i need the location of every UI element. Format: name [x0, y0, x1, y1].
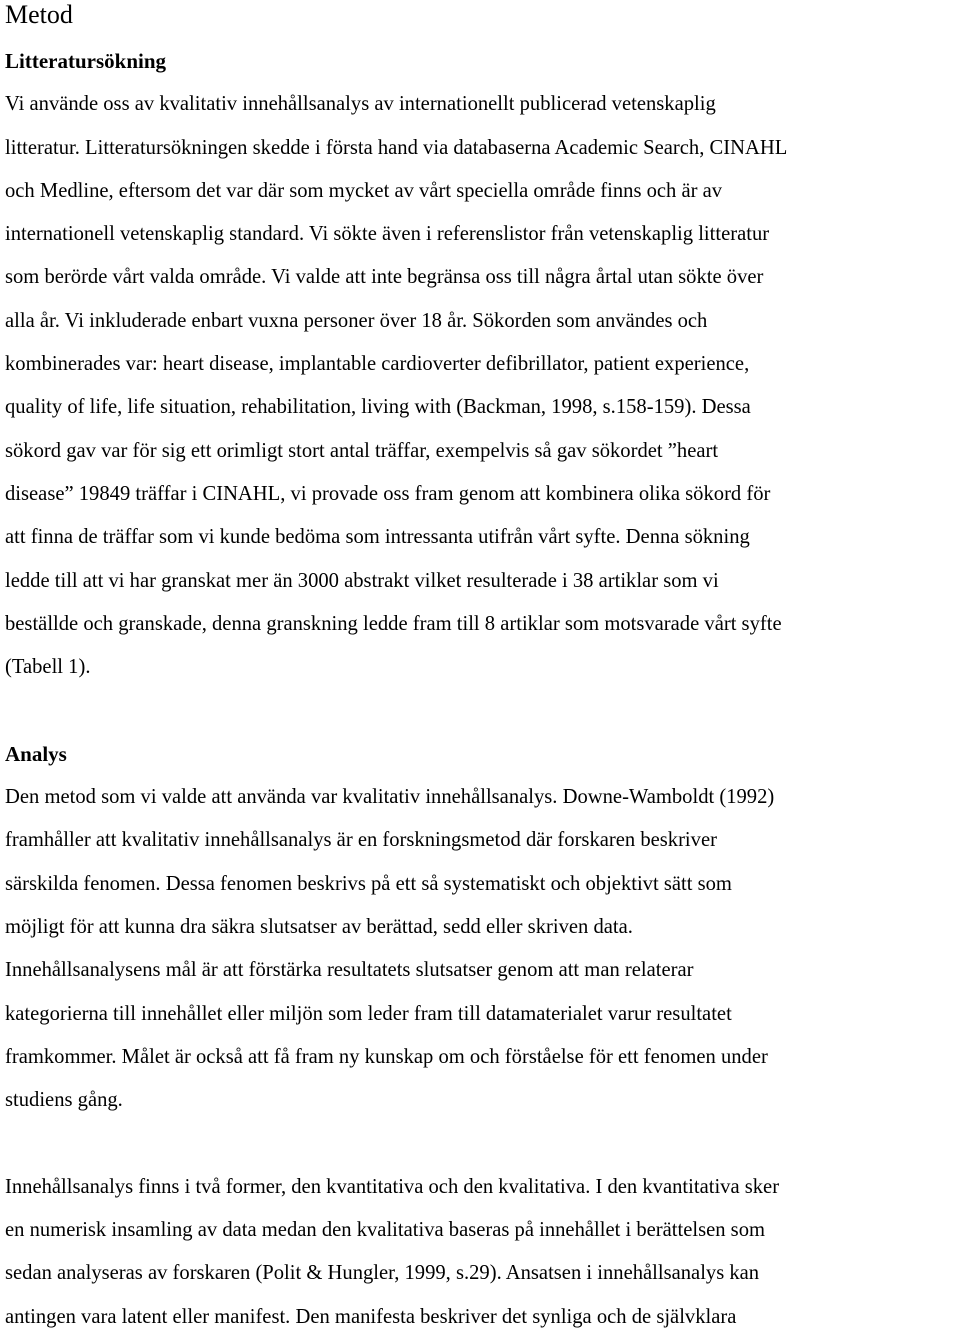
paragraph — [5, 776, 957, 1122]
text-line: Den metod som vi valde att använda var kvalitativ innehållsanalys. Downe-Wamboldt (1992) — [5, 786, 775, 809]
paragraph-spacer — [5, 1122, 957, 1165]
text-line: kombinerades var: heart disease, implantable cardioverter defibrillator, patient experience, — [5, 353, 750, 376]
document-page — [5, 0, 957, 1339]
text-line: alla år. Vi inkluderade enbart vuxna personer över 18 år. Sökorden som användes och — [5, 309, 708, 332]
section-analys — [5, 733, 957, 1339]
text-line: disease” 19849 träffar i CINAHL, vi provade oss fram genom att kombinera olika sökord för — [5, 482, 771, 505]
text-line: beställde och granskade, denna granskning ledde fram till 8 artiklar som motsvarade vårt syfte — [5, 612, 782, 635]
text-line: möjligt för att kunna dra säkra slutsatser av berättad, sedd eller skriven data. — [5, 915, 633, 938]
text-line: Vi använde oss av kvalitativ innehållsanalys av internationellt publicerad vetenskaplig — [5, 93, 716, 116]
text-line: kategorierna till innehållet eller miljön som leder fram till datamaterialet varur resultatet — [5, 1002, 732, 1025]
chapter-title: Metod — [5, 0, 73, 29]
text-line: studiens gång. — [5, 1089, 123, 1112]
text-line: ledde till att vi har granskat mer än 3000 abstrakt vilket resulterade i 38 artiklar som vi — [5, 569, 719, 592]
section-heading: Litteratursökning — [5, 49, 167, 73]
text-line: quality of life, life situation, rehabilitation, living with (Backman, 1998, s.158-159). Dessa — [5, 396, 751, 419]
text-line: framhåller att kvalitativ innehållsanalys är en forskningsmetod där forskaren beskriver — [5, 829, 717, 852]
text-line: litteratur. Litteratursökningen skedde i första hand via databaserna Academic Search, CINAHL — [5, 136, 788, 159]
text-line: som berörde vårt valda område. Vi valde att inte begränsa oss till några årtal utan sökte över — [5, 266, 764, 289]
text-line: framkommer. Målet är också att få fram ny kunskap om och förståelse för ett fenomen under — [5, 1045, 768, 1068]
text-line: att finna de träffar som vi kunde bedöma som intressanta utifrån vårt syfte. Denna sökning — [5, 526, 750, 549]
text-line: sedan analyseras av forskaren (Polit & Hungler, 1999, s.29). Ansatsen i innehållsanalys kan — [5, 1262, 760, 1285]
section-heading: Analys — [5, 741, 67, 766]
text-line: en numerisk insamling av data medan den kvalitativa baseras på innehållet i berättelsen som — [5, 1219, 766, 1242]
text-line: sökord gav var för sig ett orimligt stort antal träffar, exempelvis så gav sökordet ”heart — [5, 439, 719, 462]
text-line: (Tabell 1). — [5, 656, 91, 679]
section-litteratursokning — [5, 40, 957, 689]
text-line: antingen vara latent eller manifest. Den manifesta beskriver det synliga och de självklara — [5, 1305, 737, 1328]
paragraph — [5, 1166, 957, 1339]
paragraph — [5, 83, 957, 689]
section-spacer — [5, 689, 957, 732]
text-line: särskilda fenomen. Dessa fenomen beskrivs på ett så systematiskt och objektivt sätt som — [5, 872, 732, 895]
text-line: och Medline, eftersom det var där som mycket av vårt speciella område finns och är av — [5, 179, 723, 202]
text-line: Innehållsanalysens mål är att förstärka resultatets slutsatser genom att man relaterar — [5, 959, 694, 982]
text-line: internationell vetenskaplig standard. Vi sökte även i referenslistor från vetenskaplig litteratur — [5, 223, 770, 246]
text-line: Innehållsanalys finns i två former, den kvantitativa och den kvalitativa. I den kvantitativa sker — [5, 1175, 780, 1198]
